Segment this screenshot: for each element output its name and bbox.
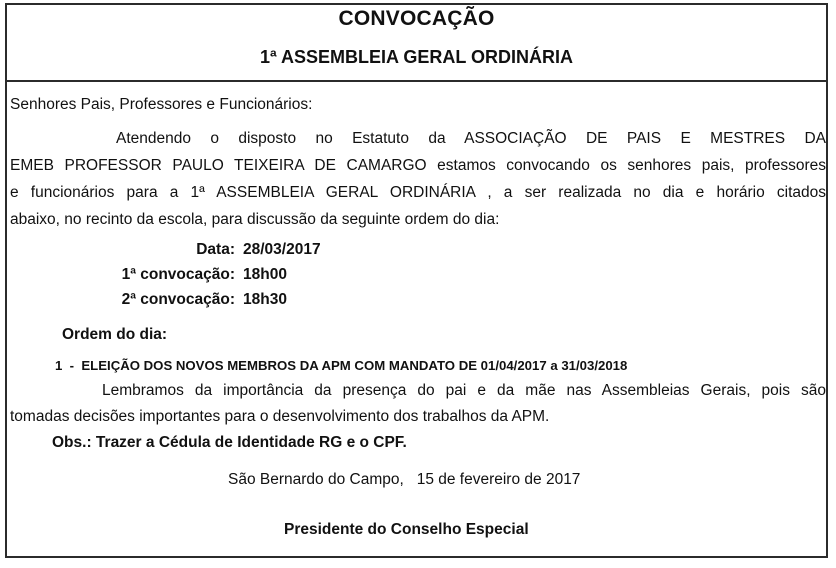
observation: Obs.: Trazer a Cédula de Identidade RG e o CPF. [52, 434, 407, 451]
reminder-line-1: Lembramos da importância da presença do pai e da mãe nas Assembleias Gerais, pois são [102, 382, 826, 399]
second-call-value: 18h30 [243, 291, 287, 308]
place-and-date: São Bernardo do Campo, 15 de fevereiro de 2017 [228, 471, 581, 488]
signature-title: Presidente do Conselho Especial [284, 521, 529, 538]
document-header [5, 3, 828, 82]
date-value: 28/03/2017 [243, 241, 321, 258]
document-subtitle: 1ª ASSEMBLEIA GERAL ORDINÁRIA [259, 47, 574, 67]
first-call-value: 18h00 [243, 266, 287, 283]
second-call-label: 2ª convocação: [121, 291, 235, 308]
reminder-line-2: tomadas decisões importantes para o desenvolvimento dos trabalhos da APM. [10, 408, 550, 425]
agenda-title: Ordem do dia: [62, 326, 168, 343]
paragraph-line-3: e funcionários para a 1ª ASSEMBLEIA GERAL ORDINÁRIA , a ser realizada no dia e horário citados [10, 184, 826, 201]
paragraph-line-1: Atendendo o disposto no Estatuto da ASSOCIAÇÃO DE PAIS E MESTRES DA [116, 130, 826, 147]
salutation: Senhores Pais, Professores e Funcionários: [10, 96, 313, 113]
agenda-item: 1 - ELEIÇÃO DOS NOVOS MEMBROS DA APM COM MANDATO DE 01/04/2017 a 31/03/2018 [55, 358, 628, 373]
date-label: Data: [196, 241, 235, 258]
paragraph-line-2: EMEB PROFESSOR PAULO TEIXEIRA DE CAMARGO estamos convocando os senhores pais, professores [10, 157, 826, 174]
first-call-label: 1ª convocação: [121, 266, 235, 283]
document-title: CONVOCAÇÃO [338, 7, 495, 30]
paragraph-line-4: abaixo, no recinto da escola, para discussão da seguinte ordem do dia: [10, 211, 500, 228]
